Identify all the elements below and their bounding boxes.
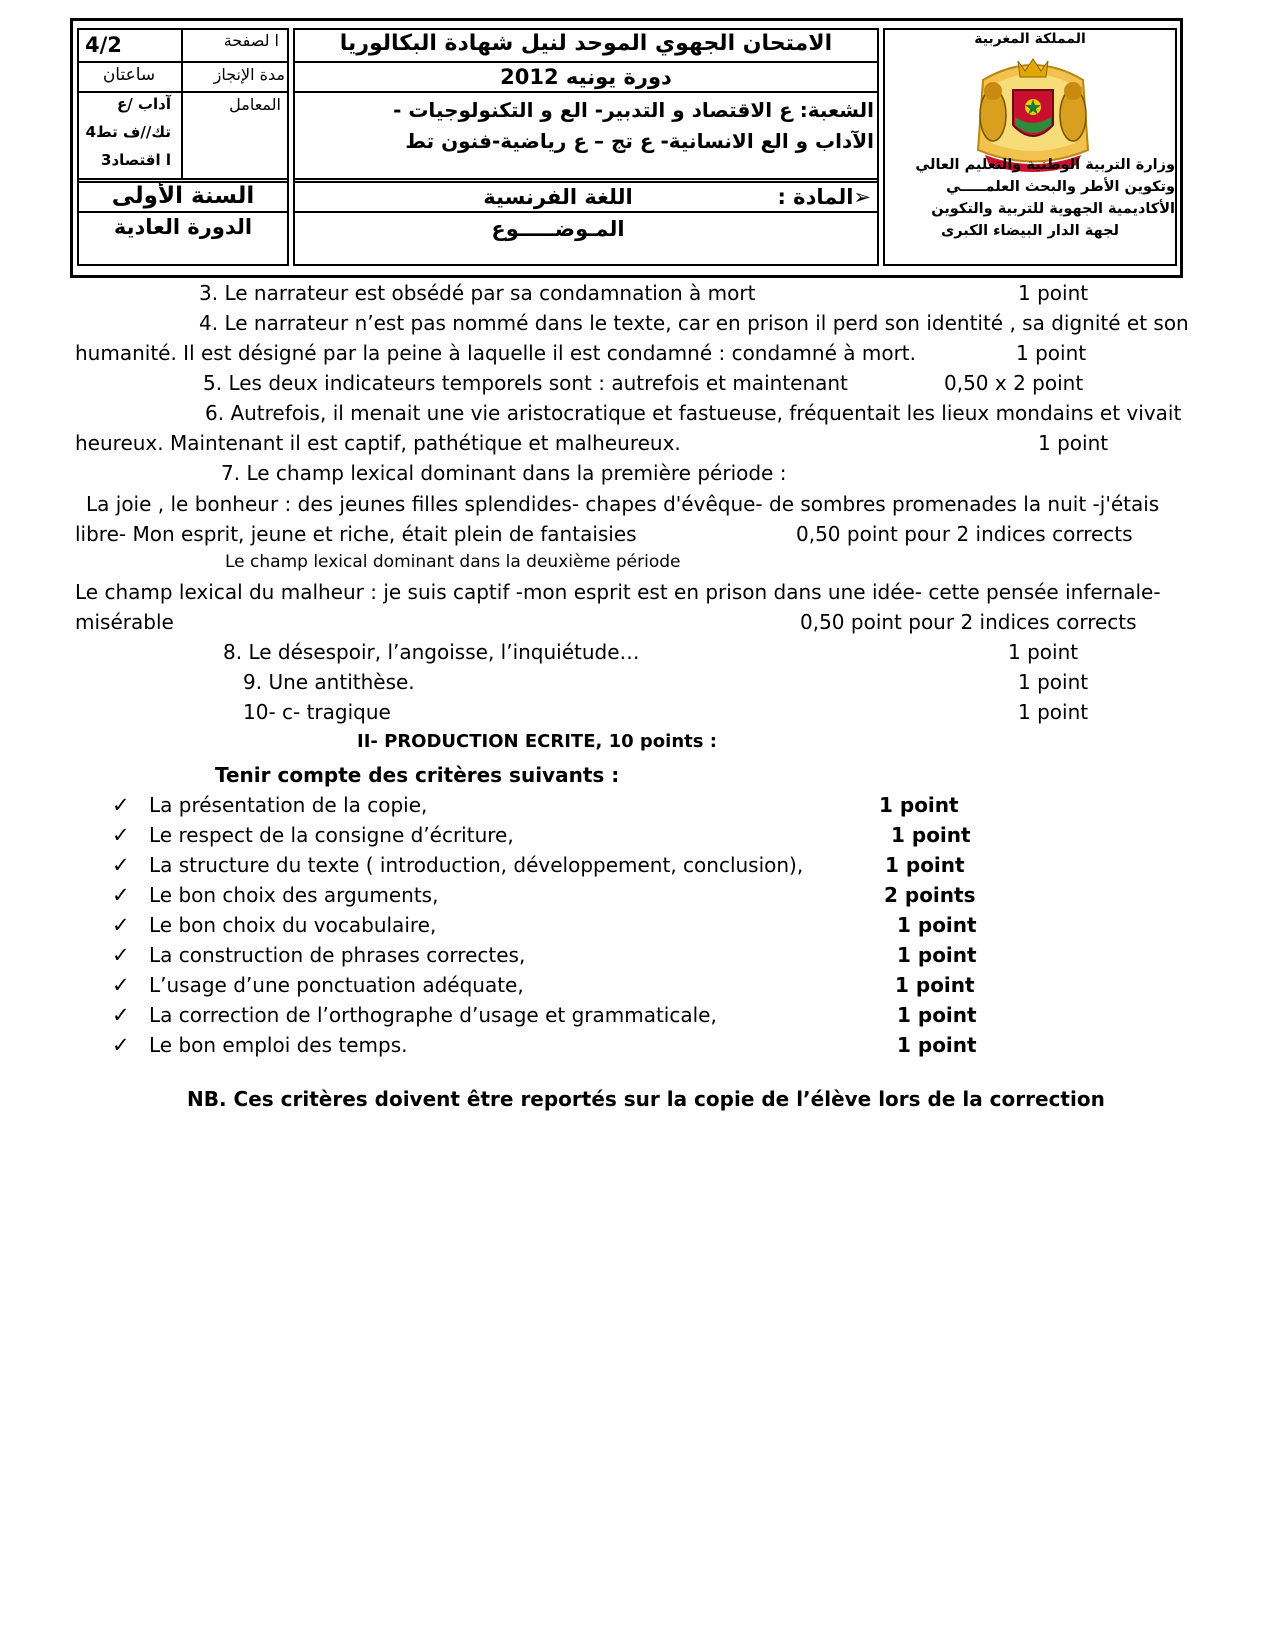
branch-line: الآداب و الع الانسانية- ع تج – ع رياضية-فنون تط [405, 129, 874, 153]
answer-text: humanité. Il est désigné par la peine à laquelle il est condamné : condamné à mort. [75, 341, 917, 365]
criterion-label: L’usage d’une ponctuation adéquate, [149, 973, 524, 997]
criterion-label: La construction de phrases correctes, [149, 943, 526, 967]
answer-text: 8. Le désespoir, l’angoisse, l’inquiétude… [223, 640, 640, 664]
section-subtitle: Tenir compte des critères suivants : [215, 763, 620, 787]
answer-points: 1 point [1008, 640, 1079, 664]
subject-value: اللغة الفرنسية [483, 185, 633, 209]
criterion-row [0, 973, 1275, 1003]
check-icon: ✓ [112, 853, 130, 877]
answer-points: 0,50 point pour 2 indices corrects [800, 610, 1137, 634]
criterion-label: La correction de l’orthographe d’usage et grammaticale, [149, 1003, 717, 1027]
answer-text: Le champ lexical du malheur : je suis captif -mon esprit est en prison dans une idée- cette pensée infernale- [75, 580, 1161, 604]
check-icon: ✓ [112, 913, 130, 937]
check-icon: ✓ [112, 973, 130, 997]
info-rule [77, 91, 289, 93]
title-rule [293, 61, 879, 63]
answer-text: 6. Autrefois, il menait une vie aristocratique et fastueuse, fréquentait les lieux mondains et vivait [205, 401, 1182, 425]
criterion-label: La structure du texte ( introduction, développement, conclusion), [149, 853, 804, 877]
answer-text: La joie , le bonheur : des jeunes filles splendides- chapes d'évêque- de sombres promenades la nuit -j'étais [86, 492, 1160, 516]
info-divider [181, 28, 183, 178]
criterion-points: 1 point [885, 853, 965, 877]
criterion-label: Le respect de la consigne d’écriture, [149, 823, 514, 847]
criterion-points: 1 point [895, 973, 975, 997]
criterion-row [0, 913, 1275, 943]
title-rule [293, 91, 879, 93]
criterion-points: 1 point [897, 913, 977, 937]
kingdom: المملكة المغربية [974, 31, 1086, 47]
coef-label: المعامل [229, 95, 281, 114]
title-rule [293, 181, 879, 183]
session: دورة يونيه 2012 [500, 65, 672, 89]
academy-line: لجهة الدار البيضاء الكبرى [941, 223, 1119, 239]
arms-crown [1018, 59, 1048, 77]
duration-label: مدة الإنجاز [213, 65, 285, 84]
answer-points: 1 point [1018, 281, 1089, 305]
criterion-points: 1 point [897, 943, 977, 967]
criterion-row [0, 1003, 1275, 1033]
criterion-row [0, 853, 1275, 883]
answer-points: 1 point [1016, 341, 1087, 365]
info-rule [77, 178, 289, 180]
answer-text: 7. Le champ lexical dominant dans la première période : [221, 461, 787, 485]
session-type: الدورة العادية [113, 215, 253, 239]
exam-header [70, 18, 1183, 278]
coef-value: ا اقتصاد3 [101, 151, 171, 169]
ministry-line: وتكوين الأطر والبحث العلمـــــي [946, 179, 1175, 195]
answer-subheading: Le champ lexical dominant dans la deuxième période [225, 552, 681, 572]
answer-text: 3. Le narrateur est obsédé par sa condamnation à mort [199, 281, 756, 305]
criterion-points: 1 point [879, 793, 959, 817]
criterion-row [0, 883, 1275, 913]
answer-text: 9. Une antithèse. [243, 670, 415, 694]
criterion-label: Le bon choix des arguments, [149, 883, 439, 907]
info-rule [77, 211, 289, 213]
answer-text: 4. Le narrateur n’est pas nommé dans le texte, car en prison il perd son identité , sa dignité et son [199, 311, 1189, 335]
criterion-points: 1 point [897, 1003, 977, 1027]
correction-note: NB. Ces critères doivent être reportés sur la copie de l’élève lors de la correction [187, 1087, 1105, 1111]
answer-text: heureux. Maintenant il est captif, pathétique et malheureux. [75, 431, 681, 455]
coat-of-arms-icon [963, 55, 1103, 173]
check-icon: ✓ [112, 823, 130, 847]
coef-value: آداب /ع [116, 95, 171, 113]
title-rule [293, 178, 879, 180]
check-icon: ✓ [112, 1003, 130, 1027]
answer-text: 5. Les deux indicateurs temporels sont : autrefois et maintenant [203, 371, 848, 395]
branch-line: الشعبة: ع الاقتصاد و التدبير- الع و التكنولوجيات - [393, 98, 874, 122]
criterion-row [0, 793, 1275, 823]
criterion-label: Le bon choix du vocabulaire, [149, 913, 437, 937]
check-icon: ✓ [112, 793, 130, 817]
coef-value: تك//ف تط4 [85, 123, 171, 141]
criterion-points: 1 point [897, 1033, 977, 1057]
ministry-line: وزارة التربية الوطنية والتعليم العالي [915, 157, 1175, 173]
title-rule [293, 211, 879, 213]
arms-shield [1013, 90, 1053, 136]
criterion-points: 2 points [884, 883, 976, 907]
check-icon: ✓ [112, 883, 130, 907]
criterion-label: La présentation de la copie, [149, 793, 428, 817]
answer-points: 0,50 point pour 2 indices corrects [796, 522, 1133, 546]
section-title: II- PRODUCTION ECRITE, 10 points : [357, 731, 717, 752]
criterion-points: 1 point [891, 823, 971, 847]
check-icon: ✓ [112, 943, 130, 967]
criterion-row [0, 1033, 1275, 1063]
page-label: ا لصفحة [223, 31, 279, 50]
exam-title: الامتحان الجهوي الموحد لنيل شهادة البكالوريا [339, 31, 833, 56]
answer-text: misérable [75, 610, 174, 634]
check-icon: ✓ [112, 1033, 130, 1057]
duration-value: ساعتان [102, 65, 156, 85]
answer-text: 10- c- tragique [243, 700, 391, 724]
academy-line: الأكاديمية الجهوية للتربية والتكوين [931, 201, 1175, 217]
answer-text: libre- Mon esprit, jeune et riche, était plein de fantaisies [75, 522, 637, 546]
answer-points: 1 point [1038, 431, 1109, 455]
answer-points: 1 point [1018, 700, 1089, 724]
answer-points: 1 point [1018, 670, 1089, 694]
topic: المـوضـــــوع [491, 217, 625, 241]
subject-label: ➢المادة : [777, 185, 871, 209]
answer-points: 0,50 x 2 point [944, 371, 1084, 395]
criterion-row [0, 823, 1275, 853]
page-value: 4/2 [85, 33, 122, 57]
year: السنة الأولى [111, 183, 255, 209]
criterion-label: Le bon emploi des temps. [149, 1033, 408, 1057]
info-rule [77, 61, 289, 63]
criterion-row [0, 943, 1275, 973]
